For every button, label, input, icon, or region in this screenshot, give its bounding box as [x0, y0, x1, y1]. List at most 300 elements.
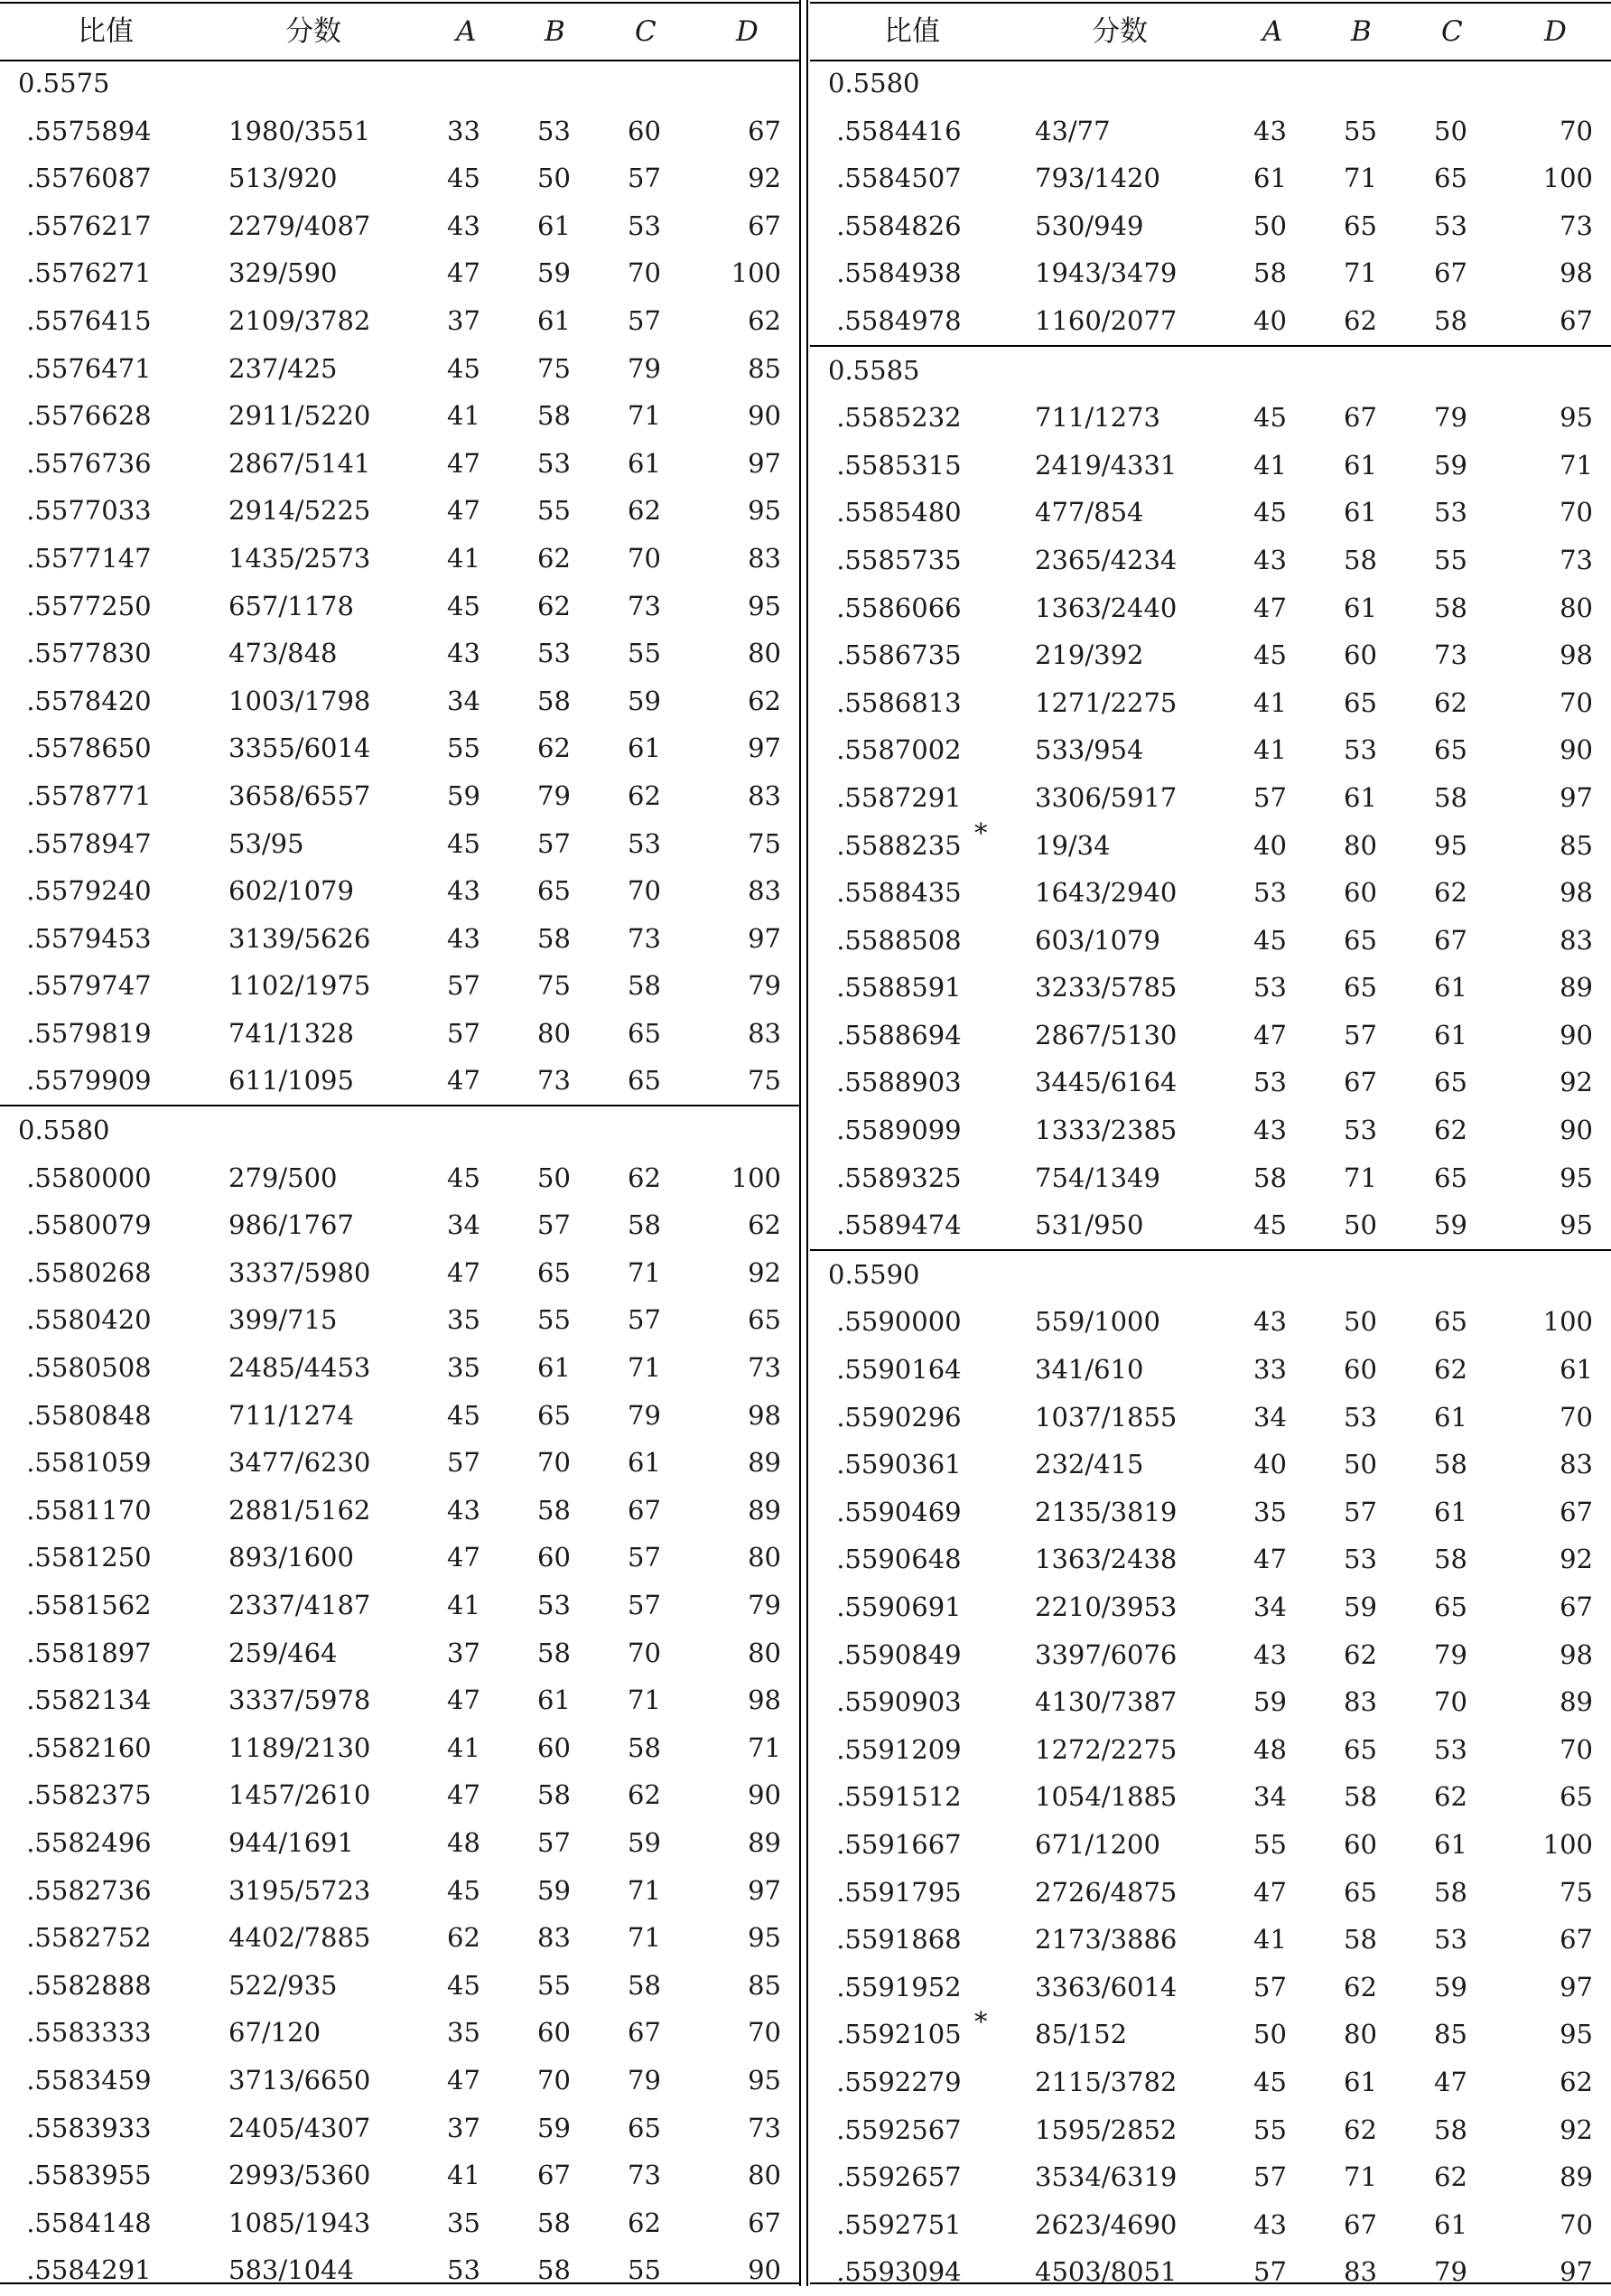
ratio-cell: .5577147 [18, 542, 152, 574]
c-cell: 61 [1434, 2208, 1467, 2240]
a-cell: 53 [1253, 877, 1287, 909]
table-section [810, 60, 1611, 345]
c-cell: 59 [1434, 1209, 1467, 1241]
table-section [0, 1105, 801, 2294]
fraction-cell: 2210/3953 [1035, 1591, 1178, 1622]
d-cell: 92 [1560, 1544, 1593, 1575]
ratio-cell: .5583459 [18, 2064, 152, 2095]
c-cell: 61 [628, 1447, 661, 1479]
a-cell: 45 [447, 1399, 480, 1431]
c-cell: 58 [1434, 592, 1467, 623]
c-cell: 58 [628, 970, 661, 1002]
d-cell: 95 [748, 1922, 781, 1954]
fraction-cell: 3195/5723 [228, 1874, 371, 1906]
ratio-cell: .5582736 [18, 1874, 152, 1906]
a-cell: 55 [447, 733, 480, 764]
ratio-cell: .5590903 [828, 1686, 962, 1718]
d-cell: 89 [1560, 2161, 1593, 2193]
a-cell: 57 [447, 1447, 480, 1479]
a-cell: 33 [1253, 1354, 1287, 1386]
ratio-cell: .5577033 [18, 495, 152, 527]
fraction-cell: 3337/5978 [228, 1685, 371, 1716]
d-cell: 97 [1560, 781, 1593, 813]
ratio-cell: .5593094 [828, 2256, 962, 2288]
b-cell: 62 [537, 733, 571, 764]
a-cell: 43 [1253, 1306, 1287, 1338]
d-cell: 83 [748, 779, 781, 811]
fraction-cell: 1363/2438 [1035, 1544, 1178, 1575]
table-row [0, 1154, 801, 1202]
fraction-cell: 657/1178 [228, 590, 354, 621]
d-cell: 70 [1560, 497, 1593, 528]
a-cell: 45 [1253, 402, 1287, 434]
b-cell: 59 [537, 2112, 571, 2143]
d-cell: 97 [748, 922, 781, 954]
table-row [0, 1629, 801, 1677]
c-cell: 73 [628, 2160, 661, 2191]
ratio-cell: .5578947 [18, 827, 152, 859]
ratio-cell: .5583955 [18, 2160, 152, 2191]
a-cell: 40 [1253, 1449, 1287, 1480]
ratio-cell: .5584148 [18, 2207, 152, 2238]
b-cell: 83 [1344, 2256, 1377, 2288]
d-cell: 79 [748, 970, 781, 1002]
c-cell: 62 [628, 495, 661, 527]
table-row [0, 440, 801, 488]
c-cell: 85 [1434, 2019, 1467, 2050]
c-cell: 70 [628, 1637, 661, 1668]
c-cell: 61 [628, 447, 661, 479]
fraction-cell: 1333/2385 [1035, 1115, 1178, 1146]
fraction-cell: 741/1328 [228, 1017, 354, 1049]
a-cell: 50 [1253, 210, 1287, 241]
section-heading: 0.5580 [828, 68, 920, 98]
ratio-cell: .5591795 [828, 1876, 962, 1908]
table-row [810, 1441, 1611, 1489]
section-heading-row [0, 1106, 801, 1154]
table-row [0, 1439, 801, 1487]
a-cell: 57 [1253, 781, 1287, 813]
b-cell: 67 [537, 2160, 571, 2191]
fraction-cell: 43/77 [1035, 115, 1111, 146]
fraction-cell: 3306/5917 [1035, 781, 1178, 813]
table-row [0, 772, 801, 820]
b-cell: 55 [537, 495, 571, 527]
table-row [810, 1726, 1611, 1774]
table-row [810, 1346, 1611, 1394]
table-row [810, 107, 1611, 155]
fraction-cell: 1363/2440 [1035, 592, 1178, 623]
table-row [0, 1582, 801, 1629]
d-cell: 75 [748, 1065, 781, 1097]
d-cell: 90 [748, 1779, 781, 1811]
b-cell: 58 [537, 922, 571, 954]
table-row [0, 1057, 801, 1105]
c-cell: 65 [628, 1065, 661, 1097]
fraction-cell: 2867/5141 [228, 447, 371, 479]
table-row [0, 392, 801, 440]
ratio-cell: .5575894 [18, 115, 152, 146]
b-cell: 53 [1344, 1544, 1377, 1575]
c-cell: 58 [628, 1731, 661, 1763]
d-cell: 97 [1560, 1971, 1593, 2002]
fraction-cell: 513/920 [228, 163, 338, 194]
c-cell: 62 [628, 2207, 661, 2238]
a-cell: 47 [447, 1256, 480, 1288]
fraction-cell: 259/464 [228, 1637, 338, 1668]
c-cell: 67 [628, 1494, 661, 1526]
fraction-cell: 53/95 [228, 827, 304, 859]
fraction-cell: 341/610 [1035, 1354, 1144, 1386]
b-cell: 50 [1344, 1306, 1377, 1338]
ratio-cell: .5586735 [828, 639, 962, 671]
fraction-cell: 2279/4087 [228, 210, 371, 241]
b-cell: 62 [1344, 1638, 1377, 1670]
d-cell: 85 [748, 1969, 781, 2001]
c-cell: 79 [1434, 2256, 1467, 2288]
b-cell: 62 [537, 590, 571, 621]
table-row [0, 1676, 801, 1724]
d-cell: 83 [748, 1017, 781, 1049]
a-cell: 41 [447, 542, 480, 574]
table-row [810, 297, 1611, 345]
fraction-cell: 279/500 [228, 1162, 338, 1193]
d-cell: 95 [748, 495, 781, 527]
table-row [810, 1059, 1611, 1106]
d-cell: 90 [1560, 734, 1593, 766]
c-cell: 57 [628, 1590, 661, 1620]
header-b: B [545, 15, 565, 48]
table-row [810, 537, 1611, 584]
b-cell: 58 [1344, 544, 1377, 575]
fraction-cell: 754/1349 [1035, 1162, 1160, 1193]
a-cell: 47 [447, 257, 480, 289]
a-cell: 37 [447, 304, 480, 336]
c-cell: 79 [628, 352, 661, 384]
section-heading: 0.5575 [18, 68, 110, 98]
a-cell: 45 [447, 163, 480, 194]
d-cell: 85 [748, 352, 781, 384]
c-cell: 57 [628, 1542, 661, 1573]
ratio-cell: .5592105 [828, 2019, 962, 2050]
c-cell: 57 [628, 1304, 661, 1336]
ratio-cell: .5584507 [828, 163, 962, 194]
ratio-cell: .5590691 [828, 1591, 962, 1622]
a-cell: 43 [447, 875, 480, 907]
table-row [810, 1869, 1611, 1917]
ratio-cell: .5580000 [18, 1162, 152, 1193]
c-cell: 58 [628, 1209, 661, 1241]
a-cell: 45 [1253, 2066, 1287, 2097]
fraction-cell: 399/715 [228, 1304, 338, 1336]
header-a: A [456, 15, 477, 48]
a-cell: 43 [1253, 1638, 1287, 1670]
ratio-cell: .5576087 [18, 163, 152, 194]
c-cell: 61 [1434, 1019, 1467, 1050]
a-cell: 57 [1253, 1971, 1287, 2002]
d-cell: 83 [748, 542, 781, 574]
a-cell: 37 [447, 2112, 480, 2143]
section-heading-row [0, 60, 801, 107]
fraction-cell: 611/1095 [228, 1065, 354, 1097]
table-row [810, 1821, 1611, 1869]
fraction-cell: 671/1200 [1035, 1828, 1160, 1860]
d-cell: 97 [748, 447, 781, 479]
ratio-cell: .5578420 [18, 685, 152, 716]
ratio-cell: .5581250 [18, 1542, 152, 1573]
d-cell: 89 [748, 1494, 781, 1526]
d-cell: 67 [1560, 1591, 1593, 1622]
table-row [810, 1106, 1611, 1154]
table-row [0, 1249, 801, 1297]
a-cell: 43 [447, 210, 480, 241]
a-cell: 47 [447, 495, 480, 527]
d-cell: 92 [748, 1256, 781, 1288]
ratio-cell: .5592279 [828, 2066, 962, 2097]
ratio-cell: .5584978 [828, 304, 962, 336]
c-cell: 65 [1434, 1162, 1467, 1193]
table-row [810, 1012, 1611, 1059]
b-cell: 58 [1344, 1924, 1377, 1955]
c-cell: 47 [1434, 2066, 1467, 2097]
table-row [0, 1010, 801, 1058]
table-row [810, 2153, 1611, 2201]
d-cell: 98 [1560, 257, 1593, 289]
d-cell: 92 [1560, 1067, 1593, 1098]
b-cell: 53 [1344, 1401, 1377, 1433]
c-cell: 62 [1434, 686, 1467, 718]
table-row [0, 1867, 801, 1915]
c-cell: 50 [1434, 115, 1467, 146]
table-row [0, 583, 801, 630]
fraction-cell: 583/1044 [228, 2254, 354, 2286]
c-cell: 59 [1434, 1971, 1467, 2002]
a-cell: 47 [447, 447, 480, 479]
a-cell: 33 [447, 115, 480, 146]
fraction-cell: 530/949 [1035, 210, 1144, 241]
a-cell: 41 [1253, 449, 1287, 481]
c-cell: 53 [628, 827, 661, 859]
ratio-cell: .5576736 [18, 447, 152, 479]
a-cell: 43 [1253, 2208, 1287, 2240]
b-cell: 62 [1344, 304, 1377, 336]
d-cell: 65 [748, 1304, 781, 1336]
c-cell: 70 [628, 875, 661, 907]
table-row [810, 1964, 1611, 2011]
b-cell: 58 [537, 400, 571, 432]
b-cell: 58 [537, 685, 571, 716]
b-cell: 80 [1344, 2019, 1377, 2050]
b-cell: 60 [1344, 877, 1377, 909]
d-cell: 100 [731, 257, 781, 289]
asterisk-mark: * [974, 817, 988, 848]
d-cell: 98 [748, 1399, 781, 1431]
a-cell: 57 [1253, 2161, 1287, 2193]
table-row [0, 1914, 801, 1962]
table-row [0, 1201, 801, 1249]
ratio-cell: .5590469 [828, 1496, 962, 1527]
c-cell: 58 [1434, 781, 1467, 813]
b-cell: 83 [537, 1922, 571, 1954]
table-row [0, 1344, 801, 1392]
d-cell: 67 [748, 115, 781, 146]
d-cell: 100 [1542, 1828, 1593, 1860]
c-cell: 71 [628, 1874, 661, 1906]
table-row [0, 820, 801, 868]
header-a: A [1262, 15, 1283, 48]
fraction-cell: 19/34 [1035, 829, 1111, 861]
right-table-body [810, 60, 1611, 2296]
fraction-cell: 2485/4453 [228, 1352, 371, 1384]
fraction-cell: 944/1691 [228, 1826, 354, 1858]
ratio-cell: .5576271 [18, 257, 152, 289]
ratio-cell: .5591512 [828, 1781, 962, 1813]
a-cell: 61 [1253, 163, 1287, 194]
ratio-cell: .5591952 [828, 1971, 962, 2002]
ratio-cell: .5590849 [828, 1638, 962, 1670]
table-row [810, 1489, 1611, 1536]
fraction-cell: 1102/1975 [228, 970, 371, 1002]
d-cell: 95 [748, 590, 781, 621]
c-cell: 55 [628, 2254, 661, 2286]
a-cell: 35 [447, 1352, 480, 1384]
c-cell: 62 [628, 1162, 661, 1193]
b-cell: 57 [537, 1209, 571, 1241]
d-cell: 92 [748, 163, 781, 194]
a-cell: 45 [1253, 639, 1287, 671]
table-row [0, 535, 801, 583]
a-cell: 48 [447, 1826, 480, 1858]
a-cell: 34 [1253, 1781, 1287, 1813]
table-row [810, 442, 1611, 490]
table-row [0, 2057, 801, 2105]
b-cell: 60 [537, 1731, 571, 1763]
a-cell: 41 [1253, 1924, 1287, 1955]
ratio-cell: .5582888 [18, 1969, 152, 2001]
table-row [810, 249, 1611, 297]
ratio-cell: .5581059 [18, 1447, 152, 1479]
b-cell: 61 [537, 1352, 571, 1384]
fraction-cell: 2993/5360 [228, 2160, 371, 2191]
fraction-cell: 237/425 [228, 352, 338, 384]
d-cell: 70 [1560, 686, 1593, 718]
fraction-cell: 2405/4307 [228, 2112, 371, 2143]
a-cell: 45 [447, 1874, 480, 1906]
ratio-cell: .5580420 [18, 1304, 152, 1336]
table-row [810, 1678, 1611, 1726]
c-cell: 57 [628, 163, 661, 194]
c-cell: 71 [628, 1256, 661, 1288]
b-cell: 70 [537, 2064, 571, 2095]
fraction-cell: 67/120 [228, 2017, 321, 2049]
fraction-cell: 3397/6076 [1035, 1638, 1178, 1670]
a-cell: 43 [1253, 115, 1287, 146]
fraction-cell: 473/848 [228, 638, 338, 669]
d-cell: 89 [748, 1826, 781, 1858]
ratio-cell: .5592657 [828, 2161, 962, 2193]
table-row [0, 249, 801, 297]
fraction-cell: 3355/6014 [228, 733, 371, 764]
b-cell: 71 [1344, 163, 1377, 194]
ratio-cell: .5588508 [828, 924, 962, 956]
a-cell: 58 [1253, 257, 1287, 289]
a-cell: 45 [1253, 1209, 1287, 1241]
a-cell: 34 [1253, 1401, 1287, 1433]
a-cell: 45 [447, 1162, 480, 1193]
ratio-cell: .5584938 [828, 257, 962, 289]
a-cell: 57 [447, 1017, 480, 1049]
ratio-cell: .5590296 [828, 1401, 962, 1433]
ratio-cell: .5579909 [18, 1065, 152, 1097]
fraction-cell: 2881/5162 [228, 1494, 371, 1526]
fraction-cell: 1457/2610 [228, 1779, 371, 1811]
b-cell: 62 [537, 542, 571, 574]
b-cell: 53 [537, 638, 571, 669]
d-cell: 98 [748, 1685, 781, 1716]
ratio-cell: .5591868 [828, 1924, 962, 1955]
table-row [0, 962, 801, 1010]
b-cell: 65 [537, 875, 571, 907]
ratio-cell: .5579240 [18, 875, 152, 907]
fraction-cell: 531/950 [1035, 1209, 1144, 1241]
c-cell: 58 [628, 1969, 661, 2001]
c-cell: 53 [1434, 1733, 1467, 1765]
b-cell: 71 [1344, 1162, 1377, 1193]
table-row [810, 1298, 1611, 1346]
a-cell: 37 [447, 1637, 480, 1668]
fraction-cell: 1003/1798 [228, 685, 371, 716]
b-cell: 55 [537, 1304, 571, 1336]
ratio-cell: .5587291 [828, 781, 962, 813]
b-cell: 79 [537, 779, 571, 811]
ratio-cell: .5579453 [18, 922, 152, 954]
ratio-cell: .5578771 [18, 779, 152, 811]
a-cell: 45 [447, 1969, 480, 2001]
c-cell: 65 [628, 1017, 661, 1049]
fraction-cell: 4402/7885 [228, 1922, 371, 1954]
table-row [0, 297, 801, 345]
c-cell: 58 [1434, 304, 1467, 336]
section-heading: 0.5585 [828, 354, 920, 386]
c-cell: 65 [1434, 1306, 1467, 1338]
b-cell: 67 [1344, 1067, 1377, 1098]
ratio-cell: .5588903 [828, 1067, 962, 1098]
a-cell: 45 [447, 352, 480, 384]
b-cell: 65 [1344, 1733, 1377, 1765]
c-cell: 61 [1434, 1401, 1467, 1433]
d-cell: 85 [1560, 829, 1593, 861]
table-row [810, 202, 1611, 250]
a-cell: 48 [1253, 1733, 1287, 1765]
ratio-cell: .5579747 [18, 970, 152, 1002]
ratio-cell: .5580079 [18, 1209, 152, 1241]
fraction-cell: 603/1079 [1035, 924, 1160, 956]
b-cell: 50 [1344, 1449, 1377, 1480]
d-cell: 75 [1560, 1876, 1593, 1908]
c-cell: 65 [1434, 1067, 1467, 1098]
table-section [810, 1249, 1611, 2296]
ratio-cell: .5591667 [828, 1828, 962, 1860]
ratio-cell: .5584416 [828, 115, 962, 146]
b-cell: 53 [537, 447, 571, 479]
a-cell: 35 [447, 1304, 480, 1336]
table-row [0, 2246, 801, 2294]
a-cell: 43 [1253, 1115, 1287, 1146]
table-row [810, 631, 1611, 679]
ratio-cell: .5584826 [828, 210, 962, 241]
c-cell: 58 [1434, 1544, 1467, 1575]
b-cell: 50 [537, 163, 571, 194]
